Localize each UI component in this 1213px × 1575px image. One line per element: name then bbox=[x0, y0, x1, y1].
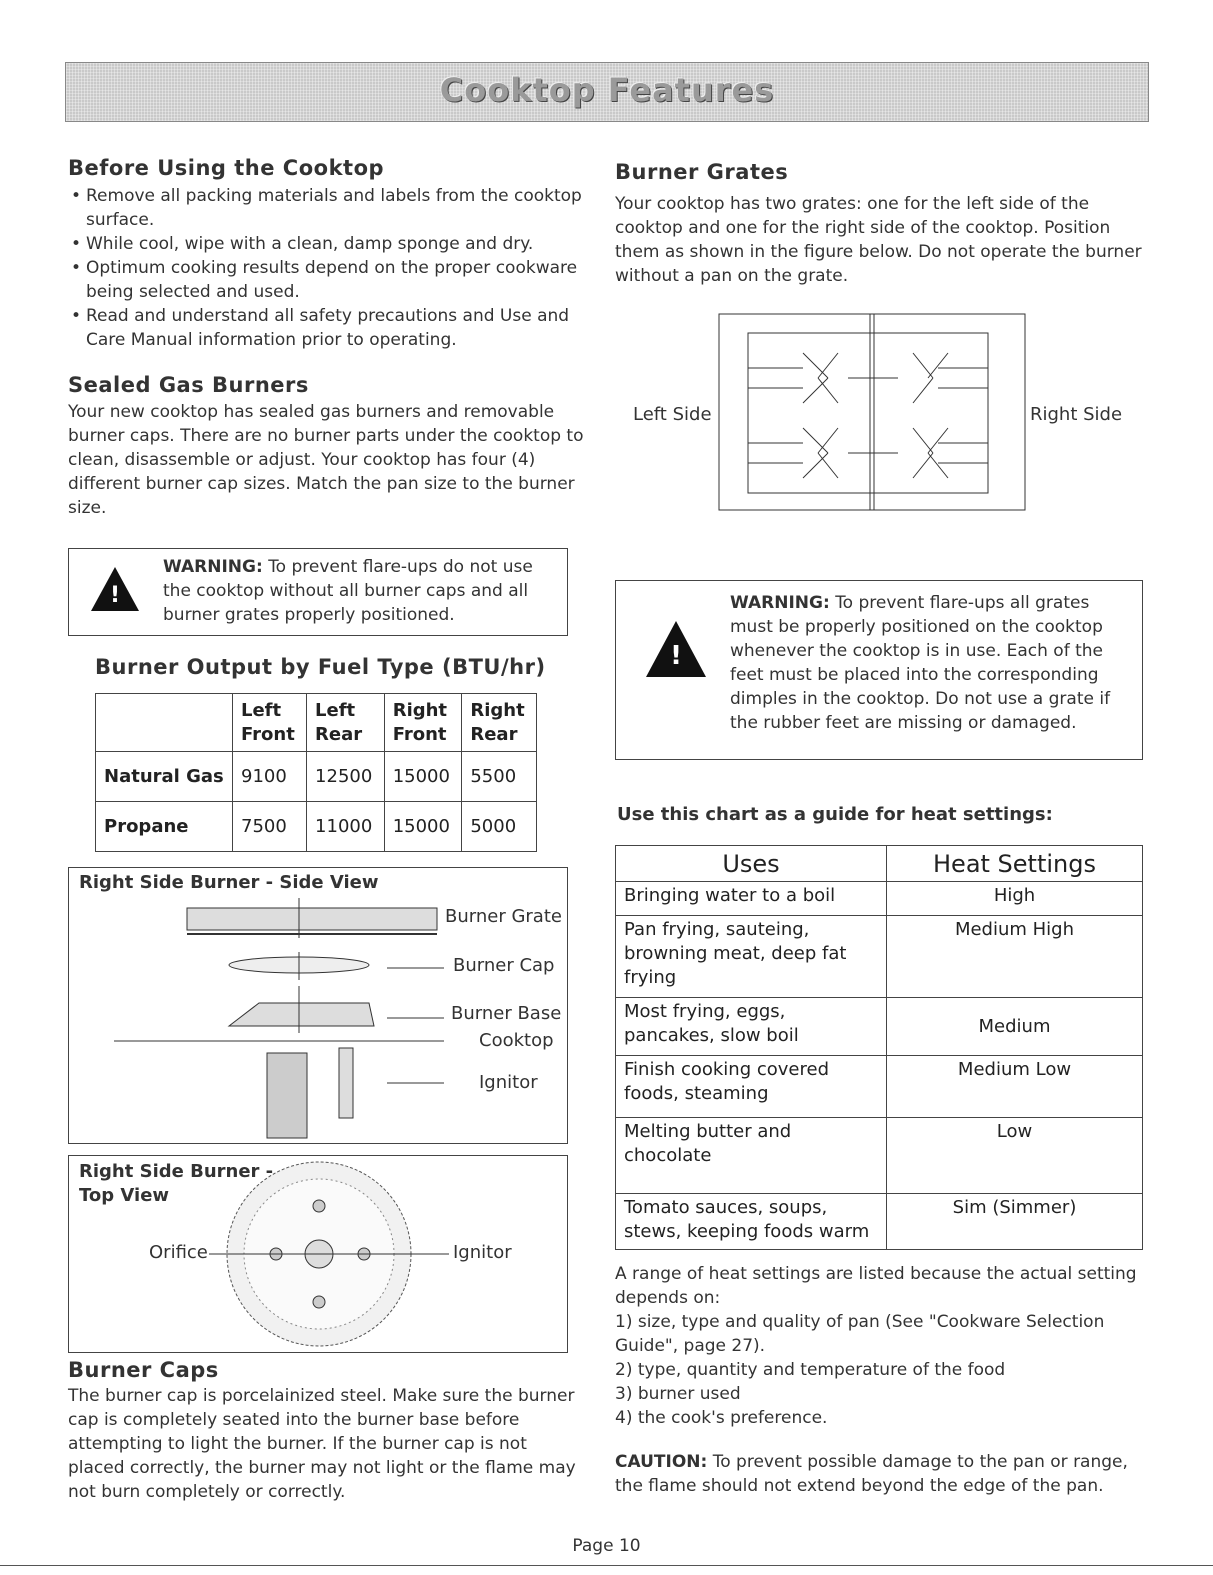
label-burner-grate: Burner Grate bbox=[445, 906, 562, 927]
side-view-diagram bbox=[68, 867, 568, 1144]
warning-label: WARNING: bbox=[730, 593, 830, 613]
caps-text: The burner cap is porcelainized steel. Make sure the burner cap is completely seated into the burner base before attempting to light the burner. If the burner cap is not placed correctly, the burner may not light or the flame may not burn completely or correctly. bbox=[68, 1386, 576, 1502]
caution-body: To prevent possible damage to the pan or range, the flame should not extend beyond the edge of the pan. bbox=[615, 1452, 1128, 1496]
label-burner-cap: Burner Cap bbox=[453, 955, 555, 976]
grates-illustration bbox=[718, 313, 1026, 511]
warning-label: WARNING: bbox=[163, 557, 263, 577]
label-ignitor: Ignitor bbox=[453, 1242, 512, 1263]
table-cell: Melting butter and chocolate bbox=[616, 1118, 887, 1194]
grates-text: Your cooktop has two grates: one for the left side of the cooktop and one for the right side of the cooktop. Position them as shown in the figure below. Do not operate the burner without a pan on the grate. bbox=[615, 194, 1142, 286]
table-row bbox=[616, 998, 1143, 1056]
table-cell: 12500 bbox=[307, 752, 385, 802]
table-row bbox=[96, 752, 537, 802]
burner-grates-section bbox=[615, 160, 1150, 288]
table-cell: Medium Low bbox=[887, 1056, 1143, 1118]
table-header: Heat Settings bbox=[887, 846, 1143, 882]
before-list bbox=[68, 184, 588, 352]
warning-box bbox=[68, 548, 568, 636]
notes-intro: A range of heat settings are listed because the actual setting depends on: bbox=[615, 1264, 1137, 1308]
table-cell: 15000 bbox=[384, 752, 462, 802]
sealed-burners-section bbox=[68, 373, 588, 520]
table-cell: Medium bbox=[887, 998, 1143, 1056]
list-item: • Remove all packing materials and labels from the cooktop surface. bbox=[68, 184, 588, 232]
list-item: • Read and understand all safety precautions and Use and Care Manual information prior to operating. bbox=[68, 304, 588, 352]
list-item: 3) burner used bbox=[615, 1384, 741, 1404]
table-header: Right Front bbox=[384, 694, 462, 752]
caution-label: CAUTION: bbox=[615, 1452, 708, 1472]
table-row bbox=[616, 1056, 1143, 1118]
table-cell: 5000 bbox=[462, 802, 537, 852]
section-title: Sealed Gas Burners bbox=[68, 373, 309, 397]
burner-caps-section bbox=[68, 1358, 578, 1504]
table-cell: Low bbox=[887, 1118, 1143, 1194]
warning-icon: ! bbox=[646, 621, 706, 677]
table-cell: Propane bbox=[96, 802, 233, 852]
warning-body: To prevent flare-ups do not use the cooktop without all burner caps and all burner grates properly positioned. bbox=[163, 557, 533, 625]
table-cell: 9100 bbox=[233, 752, 307, 802]
diagram-title: Right Side Burner - Side View bbox=[79, 872, 379, 893]
table-cell: Pan frying, sauteing, browning meat, deep fat frying bbox=[616, 916, 887, 998]
heat-notes bbox=[615, 1262, 1145, 1430]
sealed-text: Your new cooktop has sealed gas burners and removable burner caps. There are no burner parts under the cooktop to clean, disassemble or adjust. Your cooktop has four (4) different burner cap sizes. Match the pan size to the burner size. bbox=[68, 402, 584, 518]
btu-title bbox=[95, 655, 546, 679]
table-header: Left Front bbox=[233, 694, 307, 752]
table-cell: Sim (Simmer) bbox=[887, 1194, 1143, 1250]
table-cell: Most frying, eggs, pancakes, slow boil bbox=[616, 998, 887, 1056]
table-row bbox=[616, 1194, 1143, 1250]
table-cell: Natural Gas bbox=[96, 752, 233, 802]
section-title: Burner Output by Fuel Type (BTU/hr) bbox=[95, 655, 546, 679]
table-header-empty bbox=[96, 694, 233, 752]
table-cell: Medium High bbox=[887, 916, 1143, 998]
table-row bbox=[616, 916, 1143, 998]
section-title: Burner Grates bbox=[615, 160, 789, 184]
heat-guide-title: Use this chart as a guide for heat settings: bbox=[617, 804, 1053, 825]
page-number: Page 10 bbox=[572, 1536, 641, 1556]
table-row bbox=[96, 802, 537, 852]
label-orifice: Orifice bbox=[149, 1242, 208, 1263]
table-cell: 11000 bbox=[307, 802, 385, 852]
table-row bbox=[616, 882, 1143, 916]
label-burner-base: Burner Base bbox=[451, 1003, 562, 1024]
table-cell: 5500 bbox=[462, 752, 537, 802]
table-row bbox=[616, 1118, 1143, 1194]
table-cell: High bbox=[887, 882, 1143, 916]
label-cooktop: Cooktop bbox=[479, 1030, 554, 1051]
caution-text bbox=[615, 1450, 1150, 1498]
list-item: • Optimum cooking results depend on the proper cookware being selected and used. bbox=[68, 256, 588, 304]
table-header: Left Rear bbox=[307, 694, 385, 752]
list-item: • While cool, wipe with a clean, damp sponge and dry. bbox=[68, 232, 588, 256]
label-left-side: Left Side bbox=[633, 404, 712, 425]
label-right-side: Right Side bbox=[1030, 404, 1123, 425]
table-cell: 15000 bbox=[384, 802, 462, 852]
heat-settings-table bbox=[615, 845, 1143, 1250]
table-header: Uses bbox=[616, 846, 887, 882]
table-row bbox=[616, 846, 1143, 882]
warning-box bbox=[615, 580, 1143, 760]
warning-text bbox=[163, 555, 553, 627]
table-cell: 7500 bbox=[233, 802, 307, 852]
table-cell: Finish cooking covered foods, steaming bbox=[616, 1056, 887, 1118]
section-title: Burner Caps bbox=[68, 1358, 219, 1382]
section-title: Before Using the Cooktop bbox=[68, 156, 385, 180]
before-using-section bbox=[68, 156, 588, 352]
top-view-diagram bbox=[68, 1155, 568, 1353]
warning-icon: ! bbox=[91, 567, 139, 611]
diagram-title-line: Right Side Burner - bbox=[79, 1161, 274, 1182]
table-cell: Bringing water to a boil bbox=[616, 882, 887, 916]
list-item: 2) type, quantity and temperature of the food bbox=[615, 1360, 1006, 1380]
footer-rule bbox=[0, 1565, 1213, 1566]
table-header: Right Rear bbox=[462, 694, 537, 752]
banner-title: Cooktop Features bbox=[439, 71, 775, 109]
page-banner bbox=[65, 62, 1149, 122]
list-item: 1) size, type and quality of pan (See "Cookware Selection Guide", page 27). bbox=[615, 1312, 1105, 1356]
label-ignitor: Ignitor bbox=[479, 1072, 538, 1093]
table-row bbox=[96, 694, 537, 752]
warning-body: To prevent flare-ups all grates must be properly positioned on the cooktop whenever the cooktop is in use. Each of the feet must be placed into the corresponding dimples in the cooktop. Do not use a grate if the rubber feet are missing or damaged. bbox=[730, 593, 1111, 733]
btu-table bbox=[95, 693, 537, 852]
diagram-title-line: Top View bbox=[79, 1185, 170, 1206]
warning-text bbox=[730, 591, 1130, 735]
table-cell: Tomato sauces, soups, stews, keeping foods warm bbox=[616, 1194, 887, 1250]
list-item: 4) the cook's preference. bbox=[615, 1408, 828, 1428]
